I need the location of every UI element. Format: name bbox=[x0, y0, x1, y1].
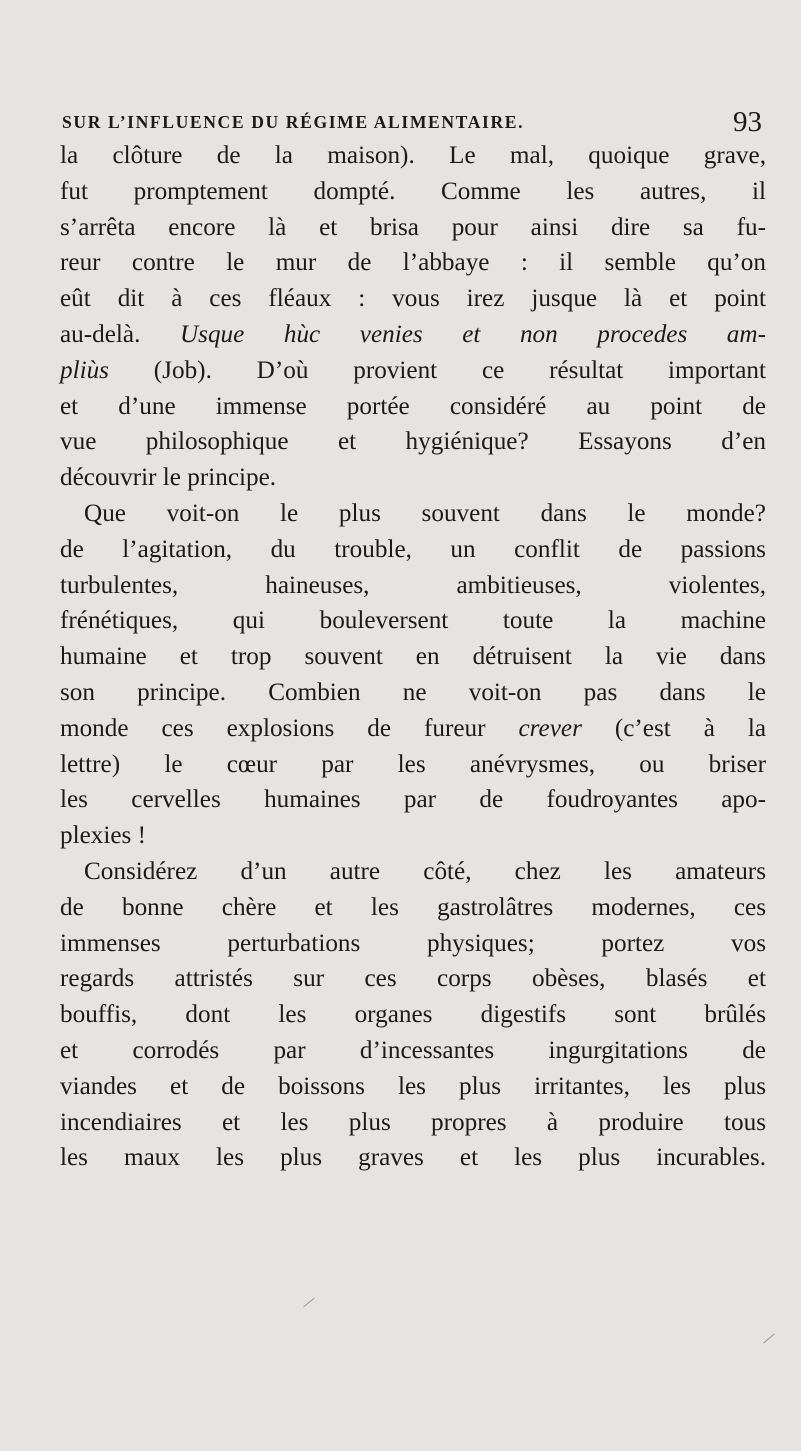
text-line: humaine et trop souvent en détruisent la vie dans bbox=[60, 643, 766, 671]
pencil-mark bbox=[303, 1298, 314, 1308]
text-line: s’arrêta encore là et brisa pour ainsi dire sa fu- bbox=[60, 213, 766, 241]
text-run: (c’est à la bbox=[581, 714, 766, 742]
text-run: (Job). D’où provient ce résultat important bbox=[109, 356, 766, 384]
text-line: de l’agitation, du trouble, un conflit de passions bbox=[60, 535, 766, 563]
text-line: la clôture de la maison). Le mal, quoique grave, bbox=[60, 142, 766, 169]
text-line: vue philosophique et hygiénique? Essayons d’en bbox=[60, 428, 766, 456]
text-run: au-delà. bbox=[60, 320, 180, 348]
text-line: frénétiques, qui bouleversent toute la machine bbox=[60, 607, 766, 635]
text-line: les maux les plus graves et les plus incurables. bbox=[60, 1144, 766, 1172]
text-line: et corrodés par d’incessantes ingurgitations de bbox=[60, 1036, 766, 1064]
text-line bbox=[60, 353, 766, 389]
text-line: et d’une immense portée considéré au point de bbox=[60, 392, 766, 420]
italic-text: crever bbox=[518, 714, 582, 742]
text-line: son principe. Combien ne voit-on pas dans le bbox=[60, 678, 766, 706]
text-line: Que voit-on le plus souvent dans le monde? bbox=[84, 499, 766, 527]
text-line: fut promptement dompté. Comme les autres, il bbox=[60, 177, 766, 205]
text-line: découvrir le principe. bbox=[60, 464, 277, 492]
text-line: incendiaires et les plus propres à produire tous bbox=[60, 1108, 766, 1136]
text-line: bouffis, dont les organes digestifs sont brûlés bbox=[60, 1001, 766, 1029]
text-line: reur contre le mur de l’abbaye : il semble qu’on bbox=[60, 249, 766, 277]
text-line: immenses perturbations physiques; portez vos bbox=[60, 929, 766, 957]
text-line: regards attristés sur ces corps obèses, blasés et bbox=[60, 965, 766, 993]
text-line: eût dit à ces fléaux : vous irez jusque là et point bbox=[60, 285, 766, 313]
italic-text: pliùs bbox=[60, 356, 109, 384]
text-line: viandes et de boissons les plus irritantes, les plus bbox=[60, 1072, 766, 1100]
text-line: lettre) le cœur par les anévrysmes, ou briser bbox=[60, 750, 766, 778]
text-line bbox=[60, 711, 766, 747]
text-line: les cervelles humaines par de foudroyantes apo- bbox=[60, 786, 766, 814]
running-title: SUR L’INFLUENCE DU RÉGIME ALIMENTAIRE. bbox=[62, 112, 525, 132]
text-line: Considérez d’un autre côté, chez les amateurs bbox=[84, 857, 766, 885]
pencil-mark bbox=[763, 1334, 774, 1344]
body-text bbox=[60, 138, 766, 1176]
text-line: turbulentes, haineuses, ambitieuses, violentes, bbox=[60, 571, 766, 599]
text-line: de bonne chère et les gastrolâtres modernes, ces bbox=[60, 893, 766, 921]
page-number: 93 bbox=[733, 106, 762, 138]
text-line bbox=[60, 317, 766, 353]
text-line: plexies ! bbox=[60, 822, 147, 850]
text-run: monde ces explosions de fureur bbox=[60, 714, 519, 742]
italic-text: Usque hùc venies et non procedes am- bbox=[179, 320, 766, 348]
